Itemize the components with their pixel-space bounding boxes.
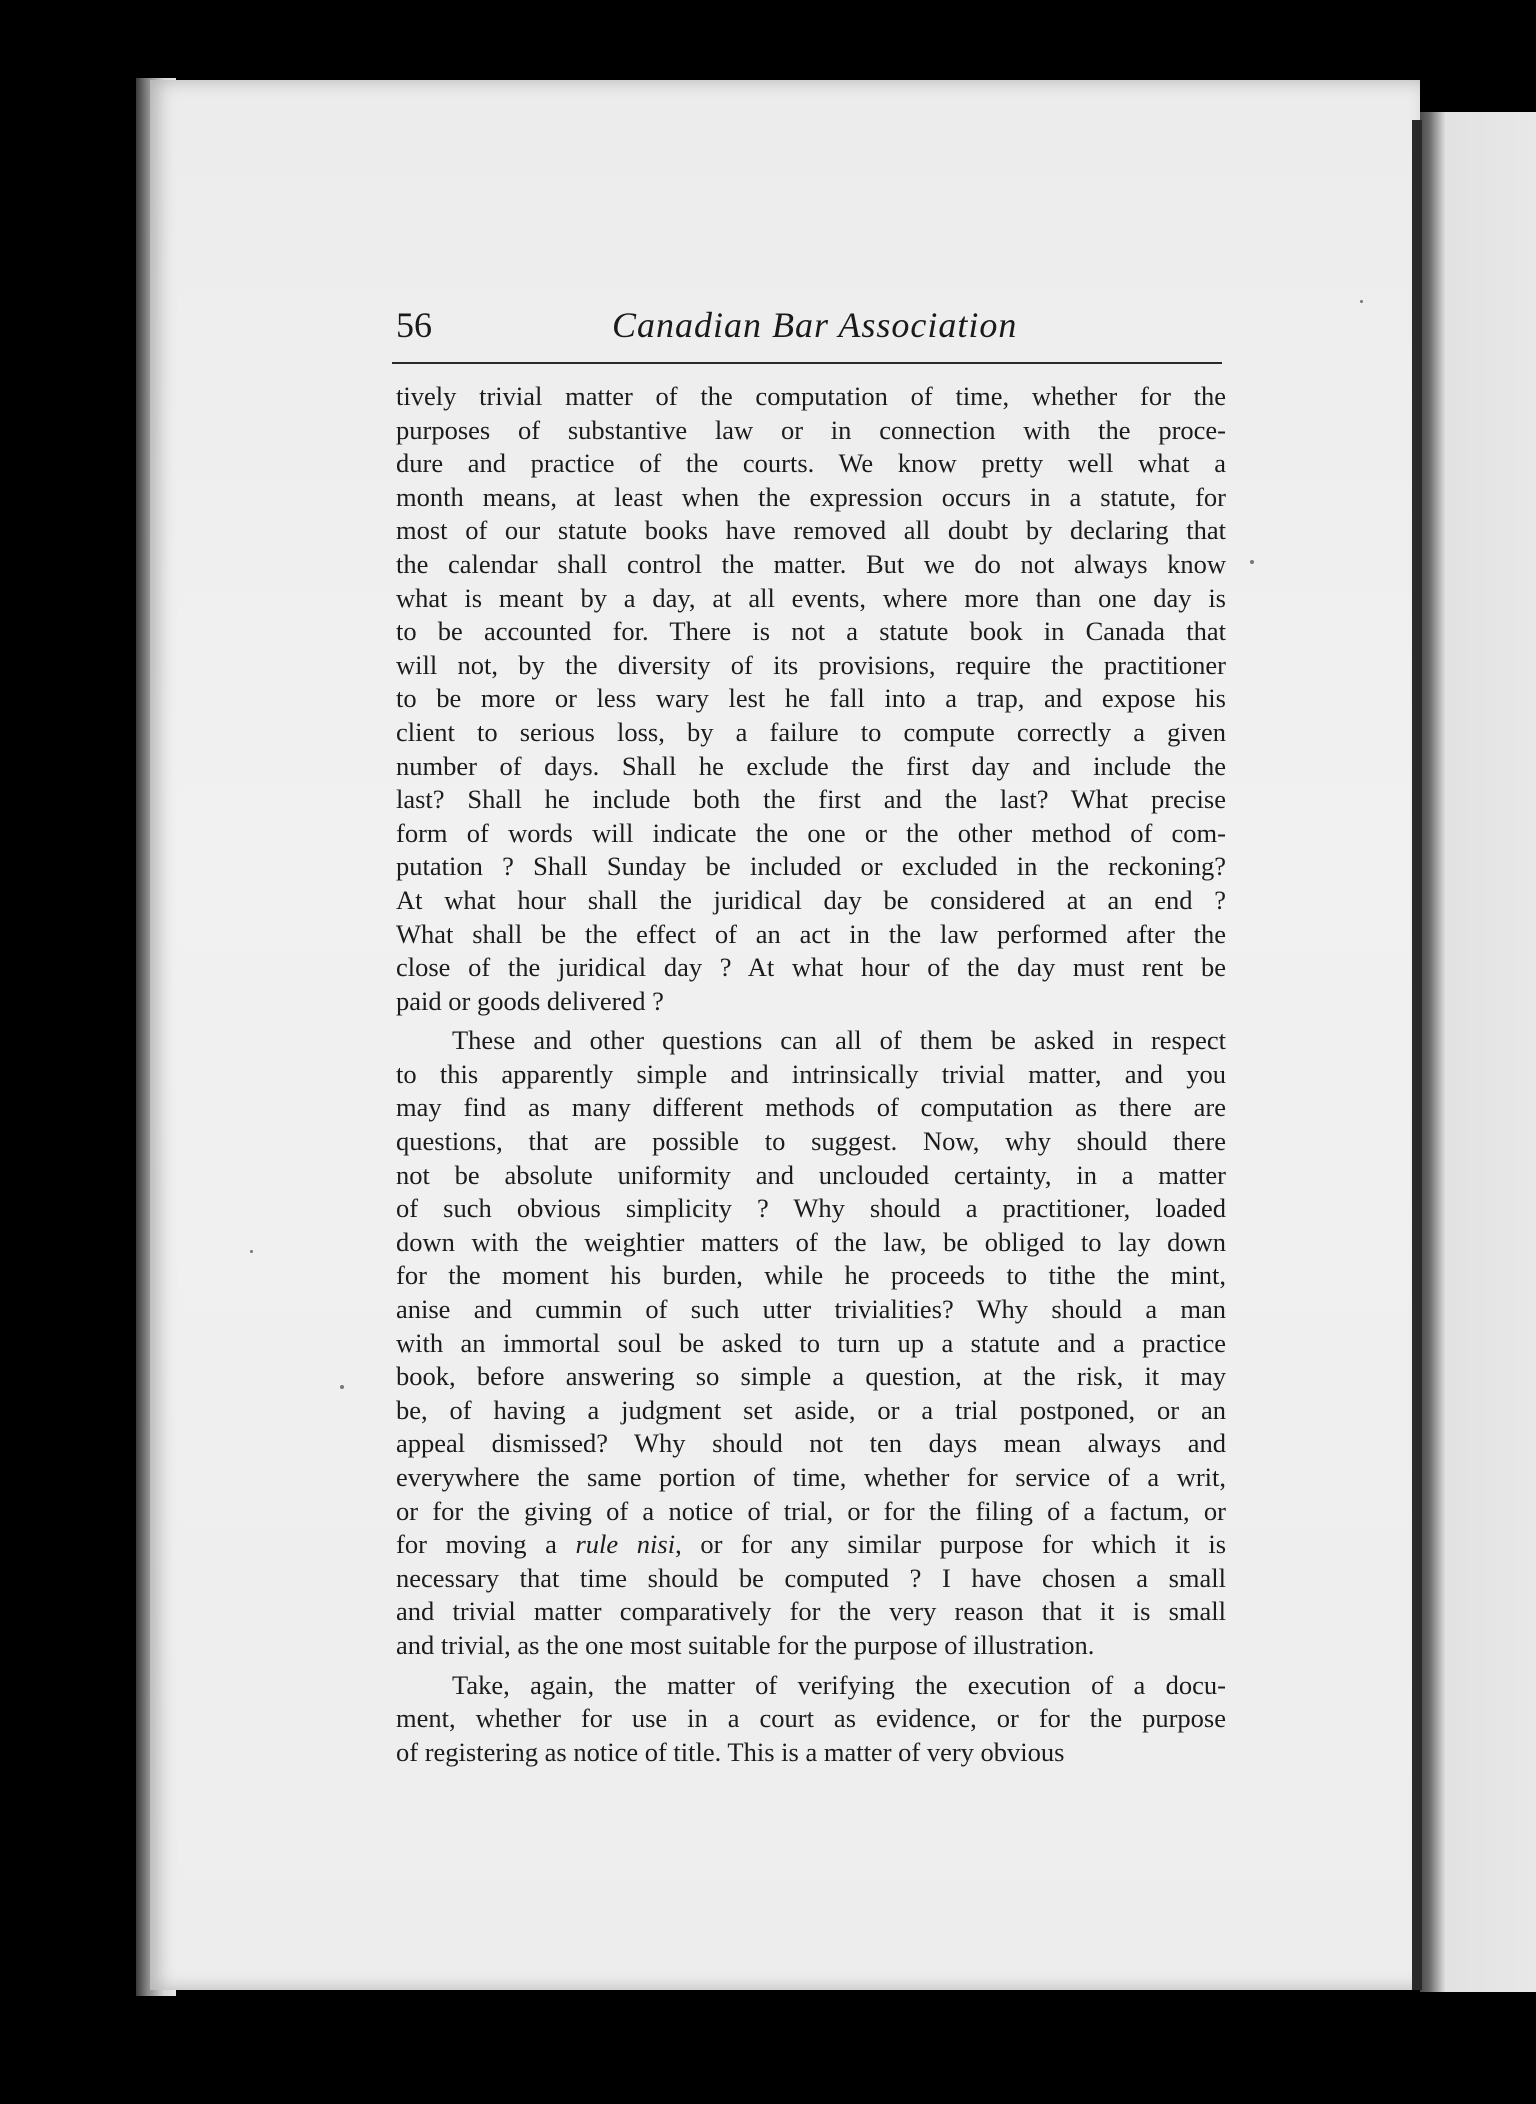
text-line: for the moment his burden, while he proceeds to tithe the mint, (396, 1260, 1226, 1291)
scan-speck (250, 1250, 253, 1253)
text-line: paid or goods delivered ? (396, 985, 664, 1016)
text-line: dure and practice of the courts. We know pretty well what a (396, 448, 1226, 479)
paragraph (396, 1024, 1226, 1662)
text-line: anise and cummin of such utter trivialities? Why should a man (396, 1294, 1226, 1325)
text-line: of such obvious simplicity ? Why should a practitioner, loaded (396, 1193, 1226, 1224)
text-line: and trivial, as the one most suitable for the purpose of illustration. (396, 1629, 1095, 1660)
page-number: 56 (396, 305, 432, 345)
text-line: ment, whether for use in a court as evidence, or for the purpose (396, 1703, 1226, 1734)
text-line: questions, that are possible to suggest. Now, why should there (396, 1126, 1226, 1157)
text-line: month means, at least when the expression occurs in a statute, for (396, 481, 1226, 512)
text-line: not be absolute uniformity and unclouded certainty, in a matter (396, 1159, 1226, 1190)
scan-speck (340, 1385, 344, 1389)
text-line: may find as many different methods of computation as there are (396, 1092, 1226, 1123)
text-line: appeal dismissed? Why should not ten days mean always and (396, 1428, 1226, 1459)
paragraph (396, 380, 1226, 1018)
text-line: the calendar shall control the matter. But we do not always know (396, 548, 1226, 579)
text-line: last? Shall he include both the first and the last? What precise (396, 784, 1226, 815)
text-line: and trivial matter comparatively for the very reason that it is small (396, 1596, 1226, 1627)
text-line: number of days. Shall he exclude the first day and include the (396, 750, 1226, 781)
text-line: what is meant by a day, at all events, where more than one day is (396, 582, 1226, 613)
italic-term: rule nisi (575, 1529, 676, 1560)
text-line: to be more or less wary lest he fall into a trap, and expose his (396, 683, 1226, 714)
text-line: most of our statute books have removed all doubt by declaring that (396, 515, 1226, 546)
scan-speck (1360, 300, 1363, 303)
text-line: tively trivial matter of the computation of time, whether for the (396, 381, 1226, 411)
page-header (392, 304, 1222, 364)
facing-page-edge (1420, 112, 1536, 1992)
text-line: down with the weightier matters of the law, be obliged to lay down (396, 1226, 1226, 1257)
text-line: will not, by the diversity of its provisions, require the practitioner (396, 649, 1226, 680)
scan-speck (1250, 560, 1254, 564)
text-line: form of words will indicate the one or the other method of com- (396, 817, 1226, 848)
text-line: close of the juridical day ? At what hour of the day must rent be (396, 952, 1226, 983)
text-line: book, before answering so simple a question, at the risk, it may (396, 1361, 1226, 1392)
text-line: of registering as notice of title. This is a matter of very obvious (396, 1736, 1065, 1767)
text-line: necessary that time should be computed ? I have chosen a small (396, 1562, 1226, 1593)
text-line: to be accounted for. There is not a statute book in Canada that (396, 616, 1226, 647)
text-line: purposes of substantive law or in connection with the proce- (396, 414, 1226, 445)
text-line: or for the giving of a notice of trial, or for the filing of a factum, or (396, 1495, 1226, 1526)
text-line: everywhere the same portion of time, whether for service of a writ, (396, 1462, 1226, 1492)
text-line: to this apparently simple and intrinsically trivial matter, and you (396, 1058, 1226, 1089)
text-line: At what hour shall the juridical day be considered at an end ? (396, 884, 1226, 915)
page-gutter (1412, 120, 1422, 1990)
text-line: be, of having a judgment set aside, or a trial postponed, or an (396, 1394, 1226, 1425)
text-line: with an immortal soul be asked to turn up a statute and a practice (396, 1327, 1226, 1358)
paragraph (396, 1669, 1226, 1770)
body-text (396, 380, 1226, 1769)
text-line: Take, again, the matter of verifying the execution of a docu- (452, 1669, 1226, 1700)
text-line: putation ? Shall Sunday be included or excluded in the reckoning? (396, 851, 1226, 882)
text-line: client to serious loss, by a failure to compute correctly a given (396, 716, 1226, 747)
text-line: for moving a rule nisi, or for any similar purpose for which it is (396, 1529, 1227, 1560)
text-line: What shall be the effect of an act in the law performed after the (396, 918, 1226, 949)
text-line: These and other questions can all of them be asked in respect (452, 1025, 1226, 1056)
running-title: Canadian Bar Association (612, 305, 1018, 345)
